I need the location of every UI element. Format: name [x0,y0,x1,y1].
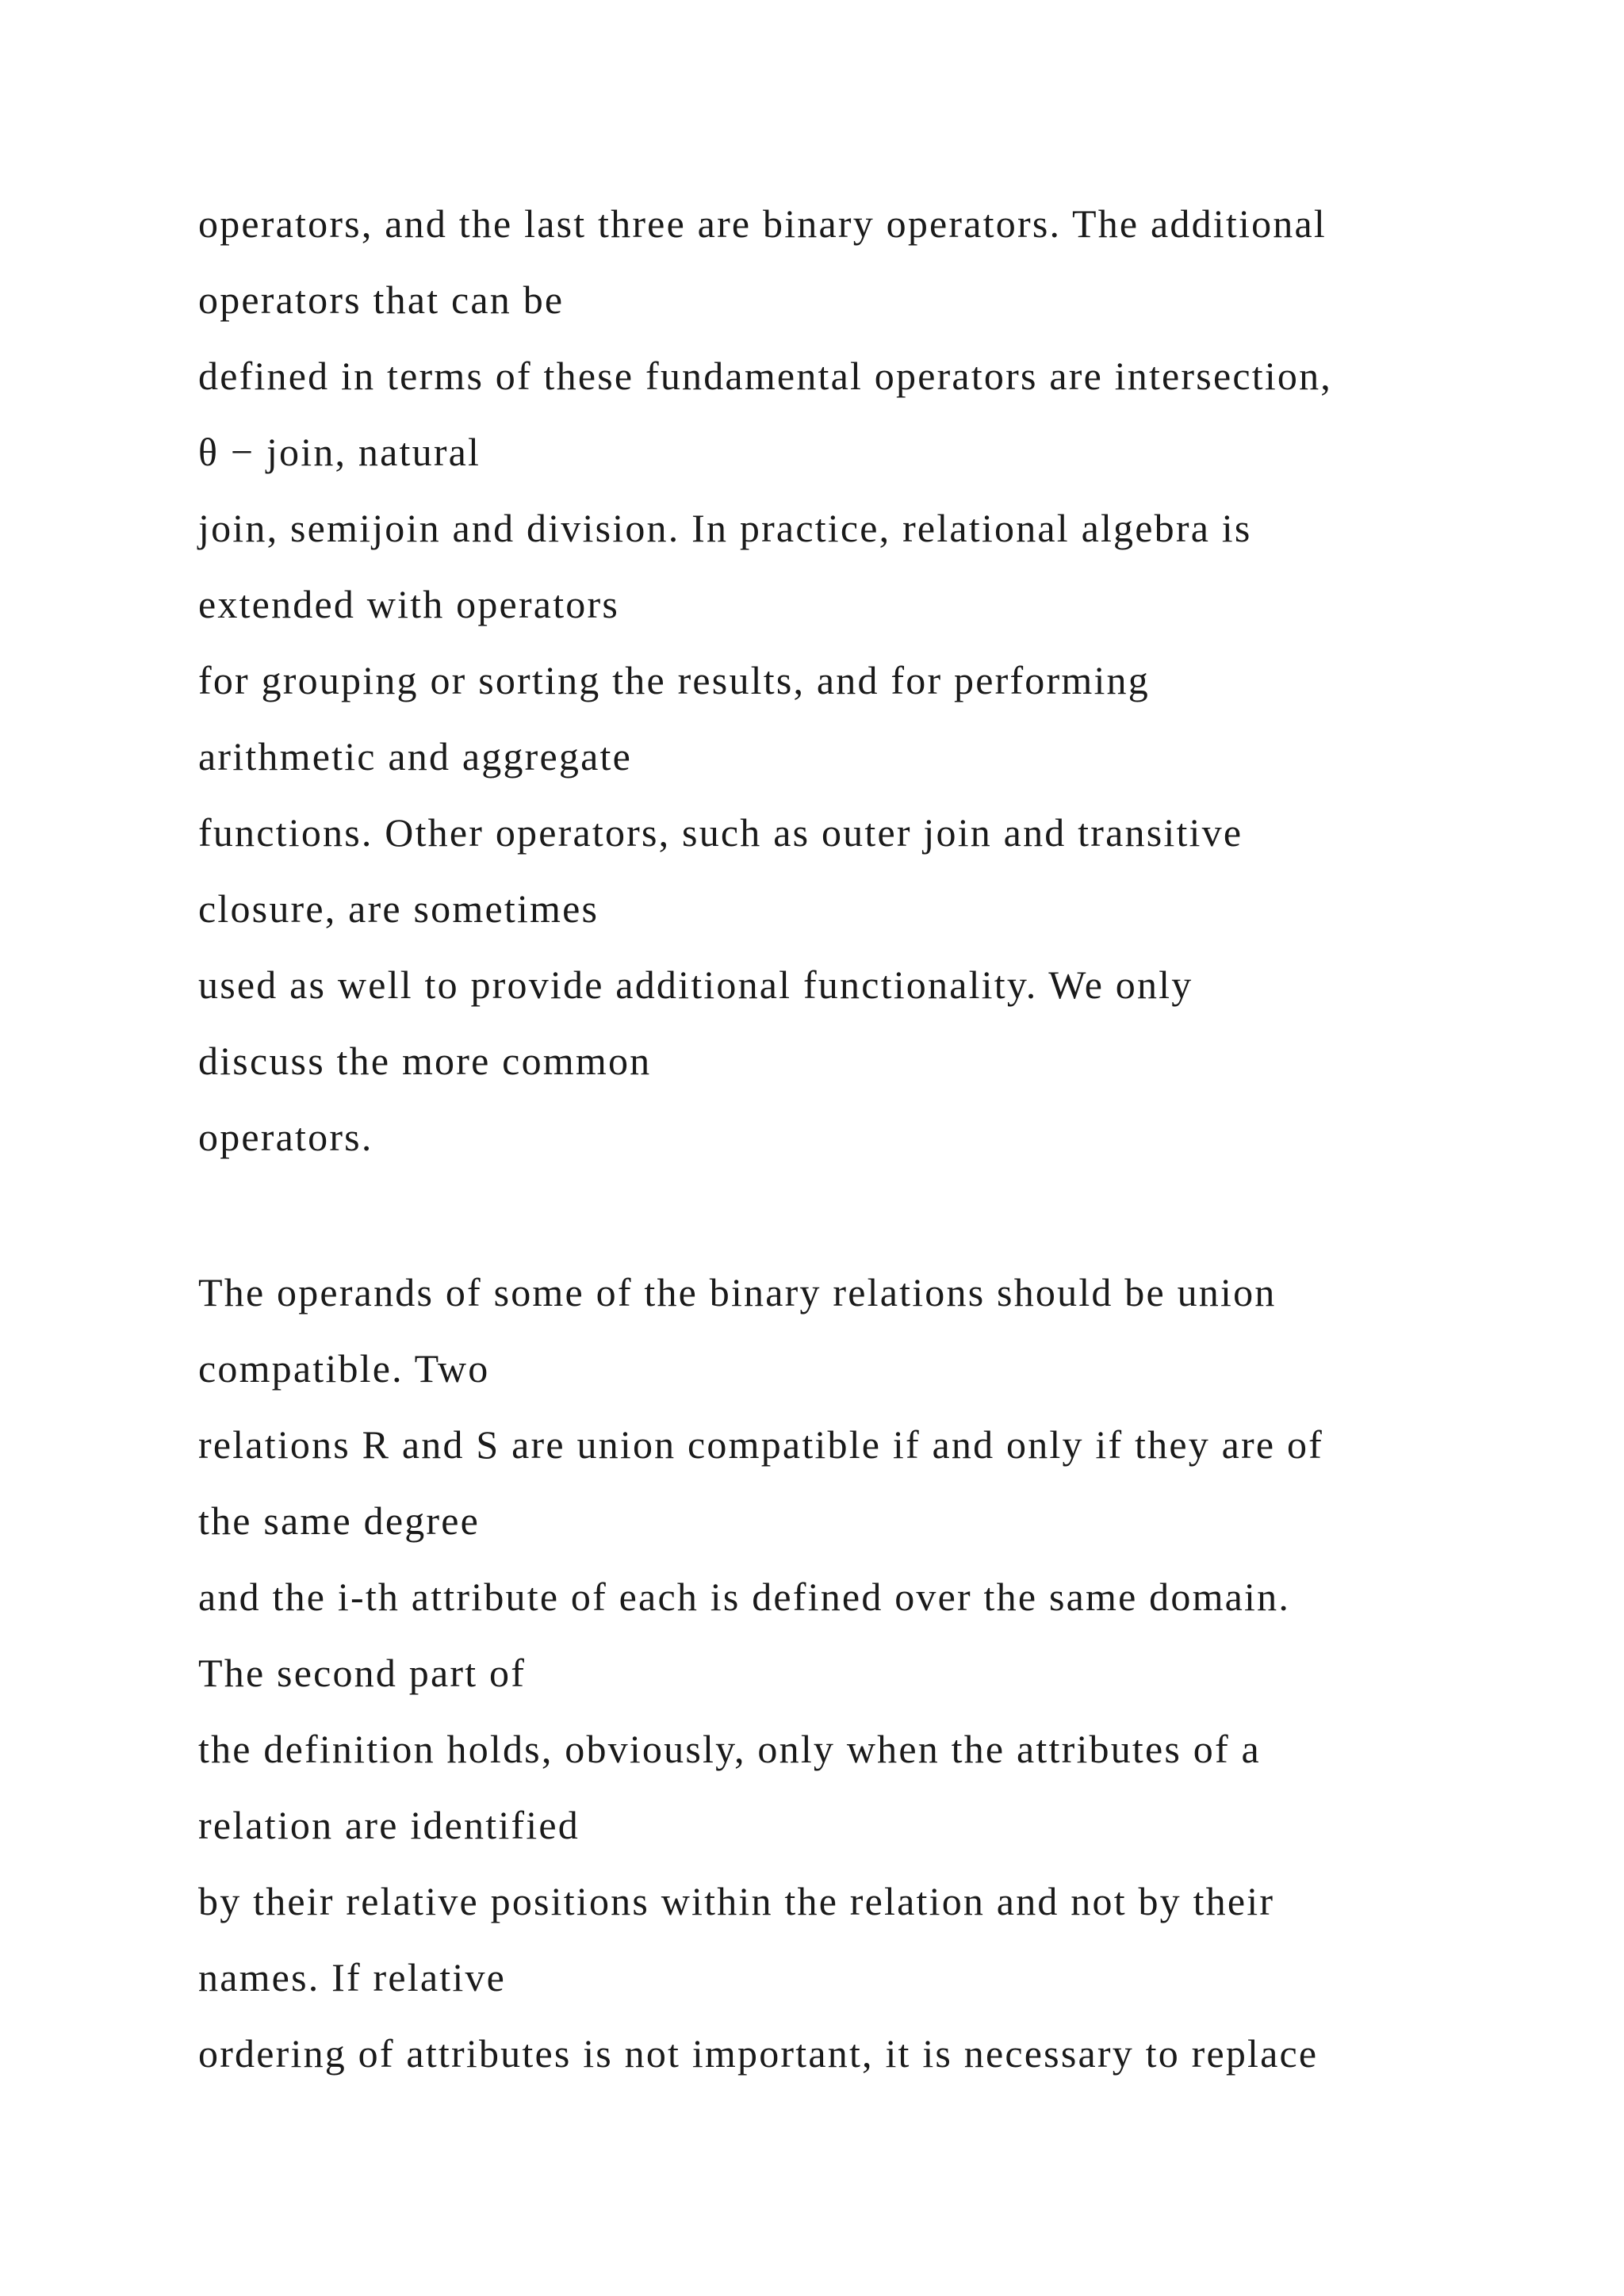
text-line: operators, and the last three are binary operators. The additional [198,201,1327,246]
text-line: relation are identified [198,1803,580,1847]
text-line: The operands of some of the binary relations should be union [198,1270,1277,1314]
text-line: names. If relative [198,1955,507,1999]
text-line: The second part of [198,1651,527,1695]
text-line: the same degree [198,1498,481,1543]
text-line: ordering of attributes is not important, it is necessary to replace [198,2031,1319,2076]
text-line: by their relative positions within the relation and not by their [198,1879,1275,1923]
text-line: functions. Other operators, such as outer join and transitive [198,810,1243,855]
text-line: and the i-th attribute of each is defined over the same domain. [198,1575,1291,1619]
text-line: arithmetic and aggregate [198,734,632,779]
text-line: operators. [198,1115,373,1159]
text-line: extended with operators [198,582,619,626]
text-line: for grouping or sorting the results, and for performing [198,658,1150,702]
text-line: closure, are sometimes [198,886,599,931]
text-line: compatible. Two [198,1346,490,1391]
text-line: defined in terms of these fundamental operators are intersection, [198,354,1333,398]
text-line: used as well to provide additional functionality. We only [198,962,1193,1007]
text-line: operators that can be [198,277,565,322]
text-line: the definition holds, obviously, only when the attributes of a [198,1727,1261,1771]
text-line: relations R and S are union compatible if and only if they are of [198,1422,1324,1467]
text-line: discuss the more common [198,1039,652,1083]
text-line: θ − join, natural [198,430,481,474]
text-line: join, semijoin and division. In practice, relational algebra is [198,506,1252,550]
